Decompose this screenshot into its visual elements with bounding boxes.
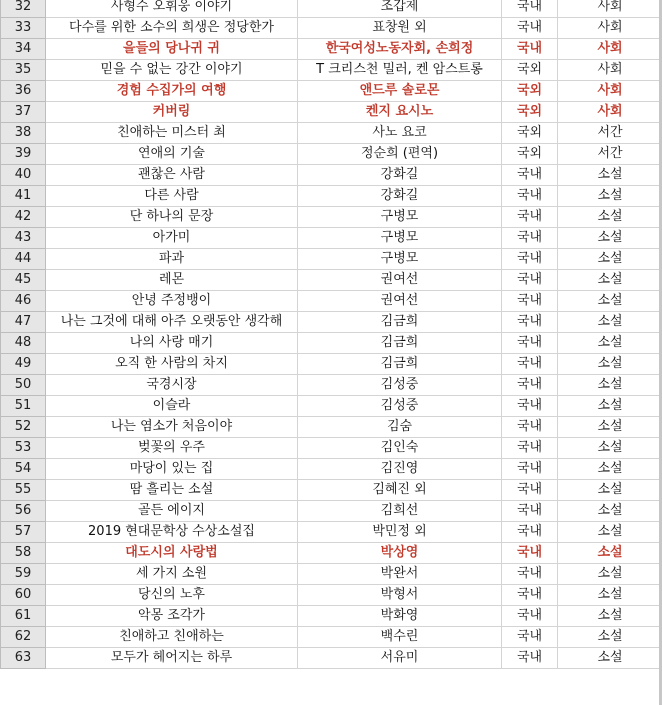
author-cell[interactable]: 권여선	[298, 270, 502, 291]
region-cell[interactable]: 국내	[502, 438, 558, 459]
title-cell[interactable]: 친애하고 친애하는	[46, 627, 298, 648]
category-cell[interactable]: 소설	[558, 165, 662, 186]
title-cell[interactable]: 세 가지 소원	[46, 564, 298, 585]
row-header[interactable]: 43	[1, 228, 46, 249]
category-cell[interactable]: 소설	[558, 648, 662, 669]
category-cell[interactable]: 서간	[558, 123, 662, 144]
author-cell[interactable]: 김성중	[298, 375, 502, 396]
table-row	[1, 60, 662, 81]
title-cell[interactable]: 오직 한 사람의 차지	[46, 354, 298, 375]
author-cell[interactable]: 강화길	[298, 165, 502, 186]
author-cell[interactable]: 강화길	[298, 186, 502, 207]
category-cell[interactable]: 소설	[558, 459, 662, 480]
row-header[interactable]: 39	[1, 144, 46, 165]
table-row	[1, 123, 662, 144]
category-cell[interactable]: 소설	[558, 186, 662, 207]
author-cell[interactable]: 한국여성노동자회, 손희정	[298, 39, 502, 60]
row-header[interactable]: 47	[1, 312, 46, 333]
author-cell[interactable]: 표창원 외	[298, 18, 502, 39]
category-cell[interactable]: 서간	[558, 144, 662, 165]
category-cell[interactable]: 소설	[558, 564, 662, 585]
region-cell[interactable]: 국내	[502, 480, 558, 501]
row-header[interactable]: 38	[1, 123, 46, 144]
row-header[interactable]: 40	[1, 165, 46, 186]
table-row	[1, 459, 662, 480]
table-row	[1, 144, 662, 165]
category-cell[interactable]: 소설	[558, 606, 662, 627]
row-header[interactable]: 57	[1, 522, 46, 543]
region-cell[interactable]: 국내	[502, 39, 558, 60]
author-cell[interactable]: 구병모	[298, 249, 502, 270]
title-cell[interactable]: 모두가 헤어지는 하루	[46, 648, 298, 669]
author-cell[interactable]: 김혜진 외	[298, 480, 502, 501]
table-row	[1, 417, 662, 438]
table-row	[1, 81, 662, 102]
region-cell[interactable]: 국내	[502, 375, 558, 396]
author-cell[interactable]: 권여선	[298, 291, 502, 312]
table-row	[1, 18, 662, 39]
author-cell[interactable]: 구병모	[298, 207, 502, 228]
table-row	[1, 522, 662, 543]
title-cell[interactable]: 파과	[46, 249, 298, 270]
author-cell[interactable]: 구병모	[298, 228, 502, 249]
title-cell[interactable]: 경험 수집가의 여행	[46, 81, 298, 102]
title-cell[interactable]: 안녕 주정뱅이	[46, 291, 298, 312]
table-row	[1, 186, 662, 207]
row-header[interactable]: 61	[1, 606, 46, 627]
table-row	[1, 312, 662, 333]
row-header[interactable]: 36	[1, 81, 46, 102]
table-row	[1, 627, 662, 648]
row-header[interactable]: 55	[1, 480, 46, 501]
table-row	[1, 39, 662, 60]
table-row	[1, 249, 662, 270]
author-cell[interactable]: 김금희	[298, 354, 502, 375]
category-cell[interactable]: 소설	[558, 291, 662, 312]
author-cell[interactable]: 김숨	[298, 417, 502, 438]
title-cell[interactable]: 마당이 있는 집	[46, 459, 298, 480]
category-cell[interactable]: 소설	[558, 333, 662, 354]
row-header[interactable]: 44	[1, 249, 46, 270]
author-cell[interactable]: 켄지 요시노	[298, 102, 502, 123]
table-row	[1, 396, 662, 417]
region-cell[interactable]: 국내	[502, 165, 558, 186]
title-cell[interactable]: 괜찮은 사람	[46, 165, 298, 186]
title-cell[interactable]: 나의 사랑 매기	[46, 333, 298, 354]
table-row	[1, 375, 662, 396]
region-cell[interactable]: 국외	[502, 102, 558, 123]
category-cell[interactable]: 사회	[558, 81, 662, 102]
category-cell[interactable]: 소설	[558, 627, 662, 648]
title-cell[interactable]: 다른 사람	[46, 186, 298, 207]
region-cell[interactable]: 국내	[502, 312, 558, 333]
author-cell[interactable]: 조갑제	[298, 0, 502, 18]
author-cell[interactable]: 김희선	[298, 501, 502, 522]
category-cell[interactable]: 소설	[558, 522, 662, 543]
category-cell[interactable]: 소설	[558, 480, 662, 501]
region-cell[interactable]: 국내	[502, 207, 558, 228]
region-cell[interactable]: 국내	[502, 396, 558, 417]
table-row	[1, 333, 662, 354]
author-cell[interactable]: 박완서	[298, 564, 502, 585]
author-cell[interactable]: 박화영	[298, 606, 502, 627]
author-cell[interactable]: 김금희	[298, 333, 502, 354]
title-cell[interactable]: 사형수 오휘웅 이야기	[46, 0, 298, 18]
table-row	[1, 228, 662, 249]
row-header[interactable]: 59	[1, 564, 46, 585]
region-cell[interactable]: 국내	[502, 522, 558, 543]
category-cell[interactable]: 소설	[558, 312, 662, 333]
title-cell[interactable]: 나는 그것에 대해 아주 오랫동안 생각해	[46, 312, 298, 333]
title-cell[interactable]: 나는 염소가 처음이야	[46, 417, 298, 438]
category-cell[interactable]: 소설	[558, 543, 662, 564]
title-cell[interactable]: 이슬라	[46, 396, 298, 417]
category-cell[interactable]: 소설	[558, 354, 662, 375]
row-header[interactable]: 41	[1, 186, 46, 207]
title-cell[interactable]: 벚꽃의 우주	[46, 438, 298, 459]
row-header[interactable]: 46	[1, 291, 46, 312]
region-cell[interactable]: 국내	[502, 354, 558, 375]
author-cell[interactable]: 백수린	[298, 627, 502, 648]
region-cell[interactable]: 국내	[502, 228, 558, 249]
category-cell[interactable]: 소설	[558, 207, 662, 228]
table-row	[1, 0, 662, 18]
row-header[interactable]: 54	[1, 459, 46, 480]
title-cell[interactable]: 악몽 조각가	[46, 606, 298, 627]
row-header[interactable]: 51	[1, 396, 46, 417]
table-row	[1, 606, 662, 627]
title-cell[interactable]: 친애하는 미스터 최	[46, 123, 298, 144]
region-cell[interactable]: 국내	[502, 270, 558, 291]
category-cell[interactable]: 사회	[558, 18, 662, 39]
row-header[interactable]: 48	[1, 333, 46, 354]
region-cell[interactable]: 국내	[502, 585, 558, 606]
region-cell[interactable]: 국내	[502, 18, 558, 39]
category-cell[interactable]: 소설	[558, 375, 662, 396]
table-row	[1, 270, 662, 291]
author-cell[interactable]: 서유미	[298, 648, 502, 669]
author-cell[interactable]: 박민정 외	[298, 522, 502, 543]
table-row	[1, 564, 662, 585]
table-row	[1, 165, 662, 186]
author-cell[interactable]: 김인숙	[298, 438, 502, 459]
region-cell[interactable]: 국외	[502, 60, 558, 81]
row-header[interactable]: 53	[1, 438, 46, 459]
region-cell[interactable]: 국내	[502, 606, 558, 627]
title-cell[interactable]: 단 하나의 문장	[46, 207, 298, 228]
title-cell[interactable]: 다수를 위한 소수의 희생은 정당한가	[46, 18, 298, 39]
row-header[interactable]: 56	[1, 501, 46, 522]
table-row	[1, 102, 662, 123]
row-header[interactable]: 45	[1, 270, 46, 291]
author-cell[interactable]: T 크리스천 밀러, 켄 암스트롱	[298, 60, 502, 81]
title-cell[interactable]: 을들의 당나귀 귀	[46, 39, 298, 60]
title-cell[interactable]: 대도시의 사랑법	[46, 543, 298, 564]
region-cell[interactable]: 국내	[502, 564, 558, 585]
row-header[interactable]: 63	[1, 648, 46, 669]
title-cell[interactable]: 아가미	[46, 228, 298, 249]
region-cell[interactable]: 국내	[502, 291, 558, 312]
title-cell[interactable]: 믿을 수 없는 강간 이야기	[46, 60, 298, 81]
category-cell[interactable]: 사회	[558, 0, 662, 18]
title-cell[interactable]: 2019 현대문학상 수상소설집	[46, 522, 298, 543]
row-header[interactable]: 35	[1, 60, 46, 81]
category-cell[interactable]: 소설	[558, 249, 662, 270]
table-row	[1, 501, 662, 522]
row-header[interactable]: 62	[1, 627, 46, 648]
row-header[interactable]: 33	[1, 18, 46, 39]
region-cell[interactable]: 국내	[502, 501, 558, 522]
title-cell[interactable]: 당신의 노후	[46, 585, 298, 606]
table-row	[1, 291, 662, 312]
title-cell[interactable]: 레몬	[46, 270, 298, 291]
region-cell[interactable]: 국내	[502, 627, 558, 648]
table-row	[1, 480, 662, 501]
category-cell[interactable]: 소설	[558, 396, 662, 417]
grid-body	[1, 0, 662, 669]
region-cell[interactable]: 국내	[502, 543, 558, 564]
table-row	[1, 207, 662, 228]
region-cell[interactable]: 국내	[502, 0, 558, 18]
author-cell[interactable]: 정순희 (편역)	[298, 144, 502, 165]
category-cell[interactable]: 사회	[558, 60, 662, 81]
category-cell[interactable]: 소설	[558, 417, 662, 438]
row-header[interactable]: 37	[1, 102, 46, 123]
category-cell[interactable]: 소설	[558, 585, 662, 606]
author-cell[interactable]: 박상영	[298, 543, 502, 564]
region-cell[interactable]: 국내	[502, 459, 558, 480]
row-header[interactable]: 42	[1, 207, 46, 228]
title-cell[interactable]: 커버링	[46, 102, 298, 123]
region-cell[interactable]: 국외	[502, 81, 558, 102]
region-cell[interactable]: 국내	[502, 648, 558, 669]
table-row	[1, 648, 662, 669]
table-row	[1, 585, 662, 606]
region-cell[interactable]: 국내	[502, 186, 558, 207]
author-cell[interactable]: 앤드루 솔로몬	[298, 81, 502, 102]
row-header[interactable]: 49	[1, 354, 46, 375]
author-cell[interactable]: 김금희	[298, 312, 502, 333]
category-cell[interactable]: 소설	[558, 270, 662, 291]
region-cell[interactable]: 국내	[502, 417, 558, 438]
title-cell[interactable]: 연애의 기술	[46, 144, 298, 165]
region-cell[interactable]: 국내	[502, 333, 558, 354]
category-cell[interactable]: 소설	[558, 438, 662, 459]
row-header[interactable]: 60	[1, 585, 46, 606]
region-cell[interactable]: 국외	[502, 144, 558, 165]
table-row	[1, 438, 662, 459]
title-cell[interactable]: 땀 흘리는 소설	[46, 480, 298, 501]
author-cell[interactable]: 사노 요코	[298, 123, 502, 144]
author-cell[interactable]: 김성중	[298, 396, 502, 417]
row-header[interactable]: 58	[1, 543, 46, 564]
row-header[interactable]: 52	[1, 417, 46, 438]
table-row	[1, 354, 662, 375]
author-cell[interactable]: 김진영	[298, 459, 502, 480]
title-cell[interactable]: 국경시장	[46, 375, 298, 396]
region-cell[interactable]: 국외	[502, 123, 558, 144]
author-cell[interactable]: 박형서	[298, 585, 502, 606]
row-header[interactable]: 34	[1, 39, 46, 60]
table-row	[1, 543, 662, 564]
region-cell[interactable]: 국내	[502, 249, 558, 270]
category-cell[interactable]: 소설	[558, 228, 662, 249]
row-header[interactable]: 32	[1, 0, 46, 18]
category-cell[interactable]: 사회	[558, 102, 662, 123]
category-cell[interactable]: 사회	[558, 39, 662, 60]
title-cell[interactable]: 골든 에이지	[46, 501, 298, 522]
row-header[interactable]: 50	[1, 375, 46, 396]
category-cell[interactable]: 소설	[558, 501, 662, 522]
